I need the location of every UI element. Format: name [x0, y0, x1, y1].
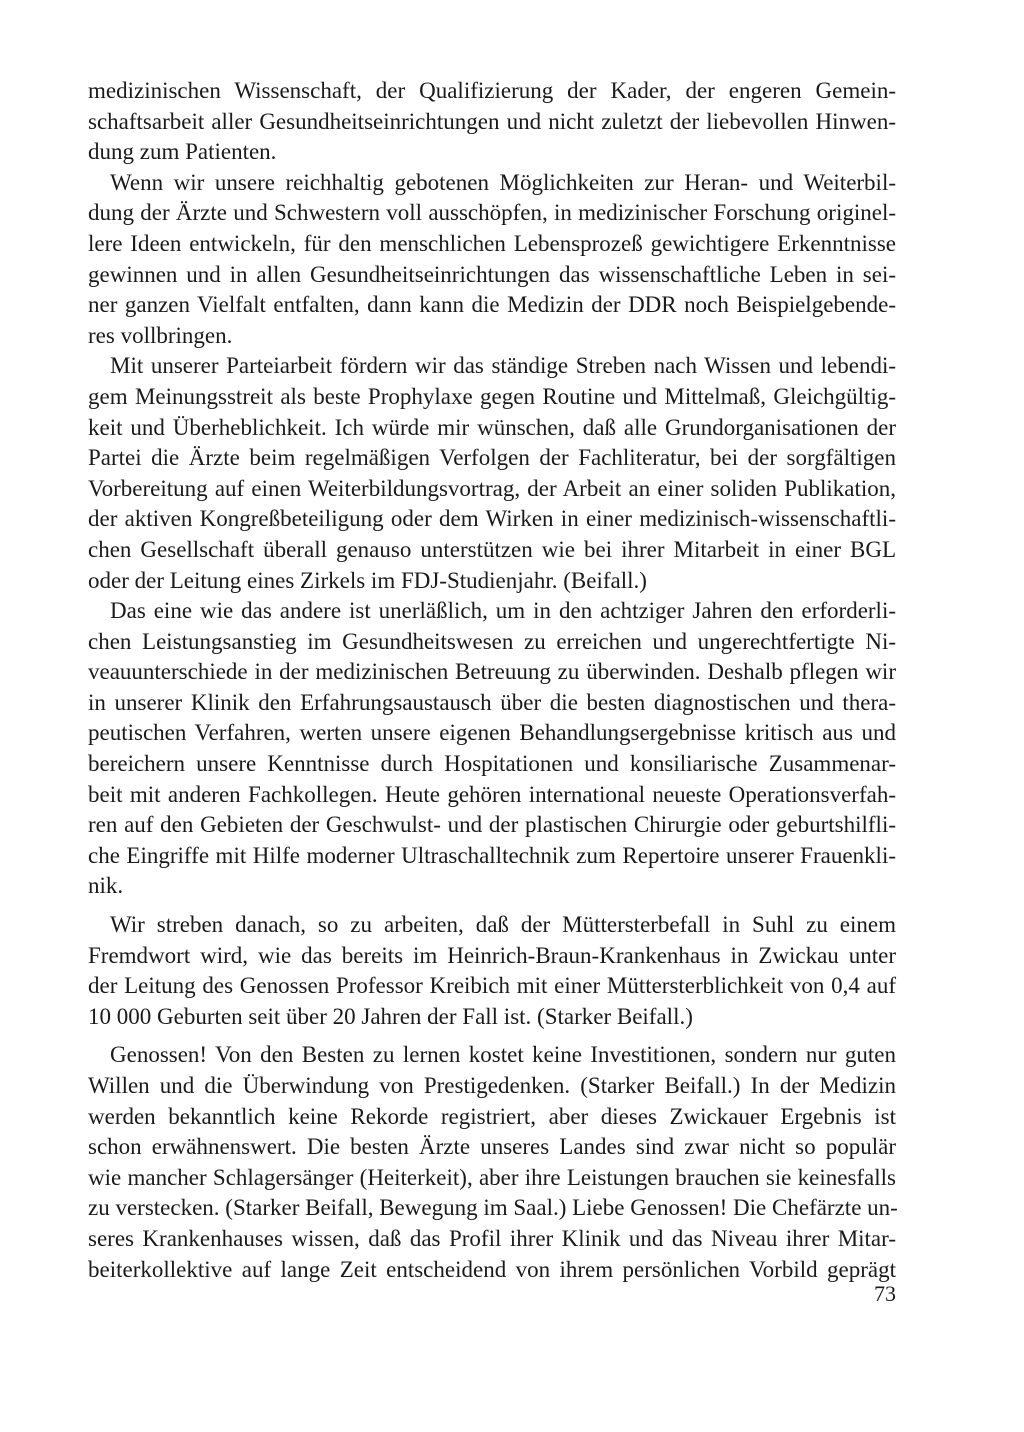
text-line: Mit unserer Parteiarbeit fördern wir das ständige Streben nach Wissen und lebendi- — [110, 353, 896, 379]
text-line: dung der Ärzte und Schwestern voll ausschöpfen, in medizinischer Forschung originel- — [88, 200, 896, 226]
text-line: lere Ideen entwickeln, für den menschlichen Lebensprozeß gewichtigere Erkenntnisse — [88, 230, 896, 256]
text-line: Partei die Ärzte beim regelmäßigen Verfolgen der Fachliteratur, bei der sorgfältigen — [88, 445, 896, 471]
text-line: der aktiven Kongreßbeteiligung oder dem Wirken in einer medizinisch-wissenschaftli- — [88, 506, 896, 532]
text-line: oder der Leitung eines Zirkels im FDJ-Studienjahr. (Beifall.) — [88, 567, 647, 593]
paragraph — [88, 168, 896, 352]
page-number: 73 — [874, 1281, 896, 1306]
text-line: Wenn wir unsere reichhaltig gebotenen Möglichkeiten zur Heran- und Weiterbil- — [110, 169, 896, 195]
text-line: gem Meinungsstreit als beste Prophylaxe gegen Routine und Mittelmaß, Gleichgültig- — [88, 383, 896, 409]
text-line: schaftsarbeit aller Gesundheitseinrichtungen und nicht zuletzt der liebevollen Hinwen- — [88, 108, 896, 134]
text-line: seres Krankenhauses wissen, daß das Profil ihrer Klinik und das Niveau ihrer Mitar- — [88, 1225, 896, 1251]
text-line: in unserer Klinik den Erfahrungsaustausch über die besten diagnostischen und thera- — [88, 689, 896, 715]
text-line: chen Leistungsanstieg im Gesundheitswesen zu erreichen und ungerechtfertigte Ni- — [88, 628, 896, 654]
text-line: der Leitung des Genossen Professor Kreibich mit einer Müttersterblichkeit von 0,4 auf — [88, 973, 896, 999]
body-text — [88, 76, 896, 1285]
text-line: werden bekanntlich keine Rekorde registriert, aber dieses Zwickauer Ergebnis ist — [88, 1103, 896, 1129]
text-line: ren auf den Gebieten der Geschwulst- und der plastischen Chirurgie oder geburtshilfli- — [88, 812, 896, 838]
text-line: veauunterschiede in der medizinischen Betreuung zu überwinden. Deshalb pflegen wir — [88, 659, 896, 685]
text-line: beit mit anderen Fachkollegen. Heute gehören international neueste Operationsverfah- — [88, 781, 896, 807]
text-line: res vollbringen. — [88, 322, 233, 348]
paragraph — [88, 1040, 896, 1285]
paragraph — [88, 76, 896, 168]
paragraph — [88, 596, 896, 902]
text-line: Vorbereitung auf einen Weiterbildungsvortrag, der Arbeit an einer soliden Publikation, — [88, 475, 896, 501]
text-line: Das eine wie das andere ist unerläßlich, um in den achtziger Jahren den erforderli- — [110, 598, 896, 624]
text-line: Genossen! Von den Besten zu lernen kostet keine Investitionen, sondern nur guten — [110, 1042, 896, 1068]
text-line: zu verstecken. (Starker Beifall, Bewegung im Saal.) Liebe Genossen! Die Chefärzte un- — [88, 1195, 898, 1221]
text-line: Willen und die Überwindung von Prestigedenken. (Starker Beifall.) In der Medizin — [88, 1073, 896, 1098]
text-line: dung zum Patienten. — [88, 139, 277, 165]
text-line: beiterkollektive auf lange Zeit entscheidend von ihrem persönlichen Vorbild geprägt — [88, 1256, 896, 1282]
text-line: peutischen Verfahren, werten unsere eigenen Behandlungsergebnisse kritisch aus und — [88, 720, 896, 746]
text-line: 10 000 Geburten seit über 20 Jahren der Fall ist. (Starker Beifall.) — [88, 1003, 693, 1029]
text-line: wie mancher Schlagersänger (Heiterkeit), aber ihre Leistungen brauchen sie keinesfalls — [88, 1164, 896, 1190]
text-line: gewinnen und in allen Gesundheitseinrichtungen das wissenschaftliche Leben in sei- — [88, 261, 896, 287]
text-line: medizinischen Wissenschaft, der Qualifizierung der Kader, der engeren Gemein- — [88, 78, 896, 103]
text-line: Fremdwort wird, wie das bereits im Heinrich-Braun-Krankenhaus in Zwickau unter — [88, 942, 896, 968]
text-line: Wir streben danach, so zu arbeiten, daß der Müttersterbefall in Suhl zu einem — [110, 912, 896, 938]
paragraph — [88, 910, 896, 1032]
text-line: nik. — [88, 873, 124, 899]
text-line: ner ganzen Vielfalt entfalten, dann kann die Medizin der DDR noch Beispielgebende- — [88, 292, 896, 318]
text-line: chen Gesellschaft überall genauso unterstützen wie bei ihrer Mitarbeit in einer BGL — [88, 536, 896, 562]
text-line: keit und Überheblichkeit. Ich würde mir wünschen, daß alle Grundorganisationen der — [88, 414, 896, 440]
text-line: bereichern unsere Kenntnisse durch Hospitationen und konsiliarische Zusammenar- — [88, 751, 896, 777]
text-line: che Eingriffe mit Hilfe moderner Ultraschalltechnik zum Repertoire unserer Frauenkli- — [88, 842, 896, 868]
paragraph — [88, 351, 896, 596]
text-line: schon erwähnenswert. Die besten Ärzte unseres Landes sind zwar nicht so populär — [88, 1134, 896, 1160]
